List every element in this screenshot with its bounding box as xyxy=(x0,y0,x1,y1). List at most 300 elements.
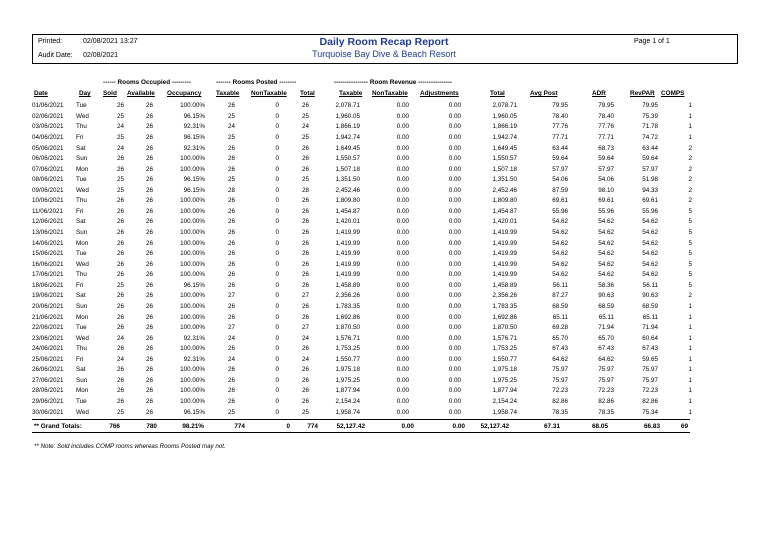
cell-day: Thu xyxy=(76,271,87,279)
cell-revpar: 56.11 xyxy=(642,281,658,289)
cell-posted-taxable: 26 xyxy=(227,271,235,279)
cell-comps: 1 xyxy=(688,112,692,120)
cell-occupancy: 100.00% xyxy=(180,260,205,268)
cell-day: Wed xyxy=(76,334,89,342)
cell-adr: 77.76 xyxy=(598,123,614,131)
cell-revpar: 74.72 xyxy=(642,133,658,141)
cell-adjustments: 0.00 xyxy=(448,102,461,110)
cell-posted-total: 26 xyxy=(301,250,309,258)
cell-revenue-total: 1,419.99 xyxy=(492,271,517,279)
cell-avg-post: 77.76 xyxy=(552,123,568,131)
cell-avg-post: 79.95 xyxy=(552,102,568,110)
cell-posted-taxable: 26 xyxy=(227,345,235,353)
cell-posted-taxable: 26 xyxy=(227,165,235,173)
cell-adr: 55.96 xyxy=(598,207,614,215)
cell-occupancy: 100.00% xyxy=(180,155,205,163)
cell-revenue-nontaxable: 0.00 xyxy=(396,123,409,131)
cell-sold: 26 xyxy=(116,218,124,226)
cell-date: 18/06/2021 xyxy=(32,281,64,289)
cell-day: Tue xyxy=(76,176,87,184)
cell-available: 26 xyxy=(145,176,153,184)
cell-posted-total: 24 xyxy=(301,334,309,342)
cell-day: Tue xyxy=(76,102,87,110)
cell-date: 02/06/2021 xyxy=(32,112,64,120)
total-comps: 69 xyxy=(680,423,688,430)
cell-revenue-nontaxable: 0.00 xyxy=(396,197,409,205)
cell-occupancy: 96.15% xyxy=(183,408,205,416)
cell-date: 14/06/2021 xyxy=(32,239,64,247)
cell-avg-post: 68.59 xyxy=(552,302,568,310)
report-subtitle: Turquoise Bay Dive & Beach Resort xyxy=(312,49,456,59)
table-row xyxy=(32,281,692,292)
cell-revenue-nontaxable: 0.00 xyxy=(396,334,409,342)
cell-adjustments: 0.00 xyxy=(448,197,461,205)
cell-revenue-nontaxable: 0.00 xyxy=(396,292,409,300)
cell-revenue-nontaxable: 0.00 xyxy=(396,387,409,395)
cell-revpar: 54.62 xyxy=(642,260,658,268)
cell-revenue-taxable: 1,942.74 xyxy=(335,133,360,141)
cell-sold: 26 xyxy=(116,250,124,258)
table-row xyxy=(32,186,692,197)
cell-occupancy: 92.31% xyxy=(183,123,205,131)
cell-posted-taxable: 24 xyxy=(227,123,235,131)
cell-posted-nontaxable: 0 xyxy=(275,155,279,163)
cell-posted-total: 26 xyxy=(301,398,309,406)
cell-revpar: 65.11 xyxy=(642,313,658,321)
cell-revenue-nontaxable: 0.00 xyxy=(396,186,409,194)
cell-avg-post: 67.43 xyxy=(552,345,568,353)
cell-date: 01/06/2021 xyxy=(32,102,64,110)
cell-day: Sun xyxy=(76,155,88,163)
cell-sold: 26 xyxy=(116,260,124,268)
cell-revenue-taxable: 1,958.74 xyxy=(335,408,360,416)
cell-posted-taxable: 26 xyxy=(227,260,235,268)
col-revenue-nontaxable: NonTaxable xyxy=(372,90,408,97)
cell-revenue-total: 1,419.99 xyxy=(492,260,517,268)
cell-posted-taxable: 25 xyxy=(227,112,235,120)
cell-occupancy: 100.00% xyxy=(180,197,205,205)
cell-revenue-nontaxable: 0.00 xyxy=(396,398,409,406)
cell-comps: 5 xyxy=(688,239,692,247)
cell-revpar: 75.39 xyxy=(642,112,658,120)
cell-posted-total: 27 xyxy=(301,324,309,332)
table-row xyxy=(32,101,692,112)
cell-day: Fri xyxy=(76,355,84,363)
total-posted-taxable: 774 xyxy=(234,423,245,430)
cell-posted-taxable: 26 xyxy=(227,207,235,215)
cell-available: 26 xyxy=(145,292,153,300)
cell-sold: 26 xyxy=(116,229,124,237)
table-row xyxy=(32,143,692,154)
cell-sold: 26 xyxy=(116,207,124,215)
total-adr: 68.05 xyxy=(592,423,608,430)
cell-avg-post: 65.70 xyxy=(552,334,568,342)
totals-rule-bottom xyxy=(32,432,690,433)
cell-revenue-taxable: 1,351.50 xyxy=(335,176,360,184)
cell-date: 20/06/2021 xyxy=(32,302,64,310)
col-adjustments: Adjustments xyxy=(420,90,459,97)
cell-revpar: 68.59 xyxy=(642,302,658,310)
cell-revenue-taxable: 1,975.18 xyxy=(335,366,360,374)
cell-revpar: 54.62 xyxy=(642,239,658,247)
cell-adjustments: 0.00 xyxy=(448,345,461,353)
cell-posted-nontaxable: 0 xyxy=(275,112,279,120)
table-row xyxy=(32,259,692,270)
cell-revpar: 63.44 xyxy=(642,144,658,152)
cell-posted-total: 26 xyxy=(301,165,309,173)
cell-comps: 5 xyxy=(688,229,692,237)
cell-available: 26 xyxy=(145,112,153,120)
cell-posted-taxable: 25 xyxy=(227,133,235,141)
cell-revenue-nontaxable: 0.00 xyxy=(396,112,409,120)
cell-adjustments: 0.00 xyxy=(448,281,461,289)
cell-revpar: 82.86 xyxy=(642,398,658,406)
cell-sold: 26 xyxy=(116,239,124,247)
cell-adjustments: 0.00 xyxy=(448,176,461,184)
cell-avg-post: 63.44 xyxy=(552,144,568,152)
cell-adjustments: 0.00 xyxy=(448,123,461,131)
cell-revenue-taxable: 1,649.45 xyxy=(335,144,360,152)
col-date: Date xyxy=(34,90,48,97)
cell-sold: 26 xyxy=(116,197,124,205)
cell-revenue-taxable: 1,975.25 xyxy=(335,376,360,384)
cell-posted-total: 24 xyxy=(301,355,309,363)
cell-revenue-taxable: 1,692.86 xyxy=(335,313,360,321)
cell-comps: 1 xyxy=(688,355,692,363)
cell-date: 07/06/2021 xyxy=(32,165,64,173)
cell-date: 23/06/2021 xyxy=(32,334,64,342)
cell-occupancy: 100.00% xyxy=(180,250,205,258)
cell-posted-taxable: 26 xyxy=(227,398,235,406)
cell-adr: 67.43 xyxy=(598,345,614,353)
cell-occupancy: 100.00% xyxy=(180,398,205,406)
cell-revenue-taxable: 1,783.35 xyxy=(335,302,360,310)
cell-available: 26 xyxy=(145,313,153,321)
cell-posted-total: 26 xyxy=(301,207,309,215)
cell-posted-taxable: 28 xyxy=(227,186,235,194)
cell-revenue-nontaxable: 0.00 xyxy=(396,345,409,353)
cell-adr: 75.97 xyxy=(598,376,614,384)
cell-day: Wed xyxy=(76,408,89,416)
cell-sold: 25 xyxy=(116,408,124,416)
cell-posted-nontaxable: 0 xyxy=(275,292,279,300)
cell-posted-taxable: 27 xyxy=(227,324,235,332)
cell-posted-total: 26 xyxy=(301,155,309,163)
cell-revenue-taxable: 1,419.99 xyxy=(335,239,360,247)
table-row xyxy=(32,196,692,207)
cell-posted-nontaxable: 0 xyxy=(275,408,279,416)
footnote: ** Note: Sold includes COMP rooms whereas Rooms Posted may not. xyxy=(34,443,226,450)
cell-adr: 82.86 xyxy=(598,398,614,406)
cell-revenue-taxable: 1,753.25 xyxy=(335,345,360,353)
grand-totals-label: ** Grand Totals: xyxy=(34,423,82,430)
cell-occupancy: 100.00% xyxy=(180,207,205,215)
cell-occupancy: 92.31% xyxy=(183,334,205,342)
cell-comps: 1 xyxy=(688,123,692,131)
cell-posted-taxable: 26 xyxy=(227,250,235,258)
cell-posted-nontaxable: 0 xyxy=(275,271,279,279)
cell-adjustments: 0.00 xyxy=(448,366,461,374)
cell-adjustments: 0.00 xyxy=(448,408,461,416)
cell-revenue-total: 1,960.05 xyxy=(492,112,517,120)
cell-avg-post: 64.62 xyxy=(552,355,568,363)
cell-comps: 5 xyxy=(688,271,692,279)
cell-adr: 54.06 xyxy=(598,176,614,184)
cell-posted-nontaxable: 0 xyxy=(275,207,279,215)
cell-posted-total: 25 xyxy=(301,176,309,184)
cell-posted-nontaxable: 0 xyxy=(275,313,279,321)
cell-revenue-total: 1,419.99 xyxy=(492,229,517,237)
cell-adjustments: 0.00 xyxy=(448,165,461,173)
cell-revpar: 71.94 xyxy=(642,324,658,332)
col-day: Day xyxy=(79,90,91,97)
group-room-revenue: ---------------- Room Revenue ---------------- xyxy=(334,79,453,86)
cell-revenue-total: 1,419.99 xyxy=(492,239,517,247)
cell-posted-taxable: 24 xyxy=(227,334,235,342)
cell-comps: 5 xyxy=(688,281,692,289)
cell-posted-total: 25 xyxy=(301,133,309,141)
daily-recap-table xyxy=(32,101,692,418)
cell-comps: 5 xyxy=(688,218,692,226)
cell-posted-taxable: 26 xyxy=(227,281,235,289)
cell-revenue-nontaxable: 0.00 xyxy=(396,218,409,226)
cell-posted-nontaxable: 0 xyxy=(275,324,279,332)
cell-revenue-nontaxable: 0.00 xyxy=(396,302,409,310)
cell-revenue-nontaxable: 0.00 xyxy=(396,229,409,237)
cell-available: 26 xyxy=(145,260,153,268)
cell-sold: 26 xyxy=(116,366,124,374)
cell-date: 29/06/2021 xyxy=(32,398,64,406)
cell-sold: 25 xyxy=(116,112,124,120)
cell-revenue-total: 1,783.35 xyxy=(492,302,517,310)
cell-posted-nontaxable: 0 xyxy=(275,355,279,363)
cell-avg-post: 54.62 xyxy=(552,229,568,237)
cell-day: Thu xyxy=(76,123,87,131)
table-row xyxy=(32,175,692,186)
cell-date: 04/06/2021 xyxy=(32,133,64,141)
cell-posted-total: 26 xyxy=(301,313,309,321)
cell-posted-nontaxable: 0 xyxy=(275,229,279,237)
cell-available: 26 xyxy=(145,207,153,215)
cell-posted-total: 26 xyxy=(301,197,309,205)
cell-revenue-taxable: 1,576.71 xyxy=(335,334,360,342)
cell-sold: 24 xyxy=(116,334,124,342)
cell-adr: 54.62 xyxy=(598,271,614,279)
cell-comps: 5 xyxy=(688,260,692,268)
cell-date: 30/06/2021 xyxy=(32,408,64,416)
cell-sold: 26 xyxy=(116,376,124,384)
cell-available: 26 xyxy=(145,144,153,152)
cell-avg-post: 54.62 xyxy=(552,260,568,268)
cell-day: Wed xyxy=(76,112,89,120)
cell-occupancy: 100.00% xyxy=(180,324,205,332)
cell-avg-post: 54.06 xyxy=(552,176,568,184)
cell-avg-post: 77.71 xyxy=(552,133,568,141)
table-row xyxy=(32,228,692,239)
cell-adjustments: 0.00 xyxy=(448,112,461,120)
col-revenue-taxable: Taxable xyxy=(339,90,363,97)
cell-available: 26 xyxy=(145,165,153,173)
cell-adjustments: 0.00 xyxy=(448,355,461,363)
cell-adr: 77.71 xyxy=(598,133,614,141)
cell-revenue-nontaxable: 0.00 xyxy=(396,260,409,268)
cell-revenue-total: 1,870.50 xyxy=(492,324,517,332)
cell-avg-post: 56.11 xyxy=(552,281,568,289)
cell-available: 26 xyxy=(145,324,153,332)
cell-available: 26 xyxy=(145,366,153,374)
cell-adr: 54.62 xyxy=(598,239,614,247)
col-posted-nontaxable: NonTaxable xyxy=(251,90,287,97)
table-body xyxy=(32,101,692,418)
cell-occupancy: 100.00% xyxy=(180,387,205,395)
cell-posted-nontaxable: 0 xyxy=(275,281,279,289)
cell-posted-nontaxable: 0 xyxy=(275,260,279,268)
table-row xyxy=(32,249,692,260)
cell-revenue-total: 1,351.50 xyxy=(492,176,517,184)
cell-avg-post: 69.28 xyxy=(552,324,568,332)
cell-revenue-taxable: 1,419.99 xyxy=(335,271,360,279)
col-revpar: RevPAR xyxy=(630,90,655,97)
col-posted-taxable: Taxable xyxy=(216,90,240,97)
cell-sold: 26 xyxy=(116,398,124,406)
cell-adjustments: 0.00 xyxy=(448,292,461,300)
cell-date: 16/06/2021 xyxy=(32,260,64,268)
cell-sold: 26 xyxy=(116,324,124,332)
cell-posted-taxable: 26 xyxy=(227,302,235,310)
cell-day: Thu xyxy=(76,197,87,205)
cell-posted-total: 26 xyxy=(301,229,309,237)
cell-day: Mon xyxy=(76,165,89,173)
cell-date: 09/06/2021 xyxy=(32,186,64,194)
cell-adr: 78.40 xyxy=(598,112,614,120)
cell-day: Fri xyxy=(76,281,84,289)
table-row xyxy=(32,323,692,334)
cell-adr: 68.73 xyxy=(598,144,614,152)
cell-revenue-total: 2,154.24 xyxy=(492,398,517,406)
cell-posted-total: 26 xyxy=(301,376,309,384)
cell-day: Tue xyxy=(76,398,87,406)
cell-posted-nontaxable: 0 xyxy=(275,334,279,342)
cell-occupancy: 96.15% xyxy=(183,281,205,289)
cell-available: 26 xyxy=(145,133,153,141)
cell-sold: 26 xyxy=(116,102,124,110)
cell-posted-total: 25 xyxy=(301,408,309,416)
cell-revenue-nontaxable: 0.00 xyxy=(396,239,409,247)
cell-sold: 26 xyxy=(116,302,124,310)
cell-adjustments: 0.00 xyxy=(448,376,461,384)
table-row xyxy=(32,238,692,249)
cell-revenue-total: 1,458.89 xyxy=(492,281,517,289)
cell-comps: 1 xyxy=(688,302,692,310)
cell-posted-nontaxable: 0 xyxy=(275,186,279,194)
cell-revenue-nontaxable: 0.00 xyxy=(396,313,409,321)
cell-posted-nontaxable: 0 xyxy=(275,239,279,247)
cell-avg-post: 55.96 xyxy=(552,207,568,215)
cell-available: 26 xyxy=(145,376,153,384)
cell-revenue-nontaxable: 0.00 xyxy=(396,155,409,163)
cell-comps: 1 xyxy=(688,345,692,353)
cell-revenue-taxable: 1,809.80 xyxy=(335,197,360,205)
cell-date: 15/06/2021 xyxy=(32,250,64,258)
cell-revenue-total: 1,753.25 xyxy=(492,345,517,353)
total-revenue-taxable: 52,127.42 xyxy=(336,423,365,430)
cell-adr: 65.11 xyxy=(598,313,614,321)
cell-adr: 59.64 xyxy=(598,155,614,163)
cell-avg-post: 54.62 xyxy=(552,250,568,258)
cell-revpar: 94.33 xyxy=(642,186,658,194)
cell-occupancy: 100.00% xyxy=(180,292,205,300)
cell-revenue-total: 1,692.86 xyxy=(492,313,517,321)
cell-occupancy: 100.00% xyxy=(180,102,205,110)
cell-revenue-nontaxable: 0.00 xyxy=(396,376,409,384)
cell-revenue-taxable: 1,960.05 xyxy=(335,112,360,120)
cell-posted-taxable: 27 xyxy=(227,292,235,300)
cell-comps: 1 xyxy=(688,334,692,342)
cell-posted-nontaxable: 0 xyxy=(275,123,279,131)
cell-comps: 2 xyxy=(688,197,692,205)
cell-sold: 26 xyxy=(116,165,124,173)
cell-posted-total: 26 xyxy=(301,239,309,247)
audit-date-value: 02/08/2021 xyxy=(83,52,119,59)
cell-revpar: 59.65 xyxy=(642,355,658,363)
cell-sold: 26 xyxy=(116,292,124,300)
cell-occupancy: 100.00% xyxy=(180,302,205,310)
cell-posted-nontaxable: 0 xyxy=(275,165,279,173)
cell-adjustments: 0.00 xyxy=(448,324,461,332)
cell-available: 26 xyxy=(145,218,153,226)
cell-avg-post: 54.62 xyxy=(552,218,568,226)
cell-revenue-taxable: 2,078.71 xyxy=(335,102,360,110)
cell-date: 03/06/2021 xyxy=(32,123,64,131)
cell-date: 26/06/2021 xyxy=(32,366,64,374)
cell-posted-taxable: 25 xyxy=(227,176,235,184)
cell-adr: 98.10 xyxy=(598,186,614,194)
cell-revenue-total: 1,550.77 xyxy=(492,355,517,363)
cell-date: 12/06/2021 xyxy=(32,218,64,226)
table-row xyxy=(32,207,692,218)
cell-revenue-total: 2,078.71 xyxy=(492,102,517,110)
cell-revpar: 54.62 xyxy=(642,250,658,258)
cell-revenue-total: 2,356.26 xyxy=(492,292,517,300)
cell-posted-total: 26 xyxy=(301,387,309,395)
cell-available: 26 xyxy=(145,334,153,342)
cell-posted-total: 26 xyxy=(301,271,309,279)
report-title: Daily Room Recap Report xyxy=(319,36,449,48)
table-row xyxy=(32,291,692,302)
cell-date: 05/06/2021 xyxy=(32,144,64,152)
cell-posted-taxable: 26 xyxy=(227,218,235,226)
cell-revpar: 71.78 xyxy=(642,123,658,131)
cell-revenue-nontaxable: 0.00 xyxy=(396,176,409,184)
cell-revenue-total: 1,942.74 xyxy=(492,133,517,141)
cell-avg-post: 69.61 xyxy=(552,197,568,205)
cell-revpar: 75.34 xyxy=(642,408,658,416)
cell-available: 26 xyxy=(145,271,153,279)
cell-revpar: 72.23 xyxy=(642,387,658,395)
cell-day: Thu xyxy=(76,345,87,353)
cell-day: Tue xyxy=(76,324,87,332)
total-revpar: 66.83 xyxy=(644,423,660,430)
cell-occupancy: 100.00% xyxy=(180,218,205,226)
cell-adjustments: 0.00 xyxy=(448,250,461,258)
col-avg-post: Avg Post xyxy=(530,90,558,97)
cell-date: 19/06/2021 xyxy=(32,292,64,300)
cell-revenue-total: 1,420.01 xyxy=(492,218,517,226)
group-rooms-occupied: ------ Rooms Occupied --------- xyxy=(103,79,192,86)
cell-posted-taxable: 26 xyxy=(227,197,235,205)
cell-posted-nontaxable: 0 xyxy=(275,176,279,184)
cell-day: Sat xyxy=(76,292,86,300)
